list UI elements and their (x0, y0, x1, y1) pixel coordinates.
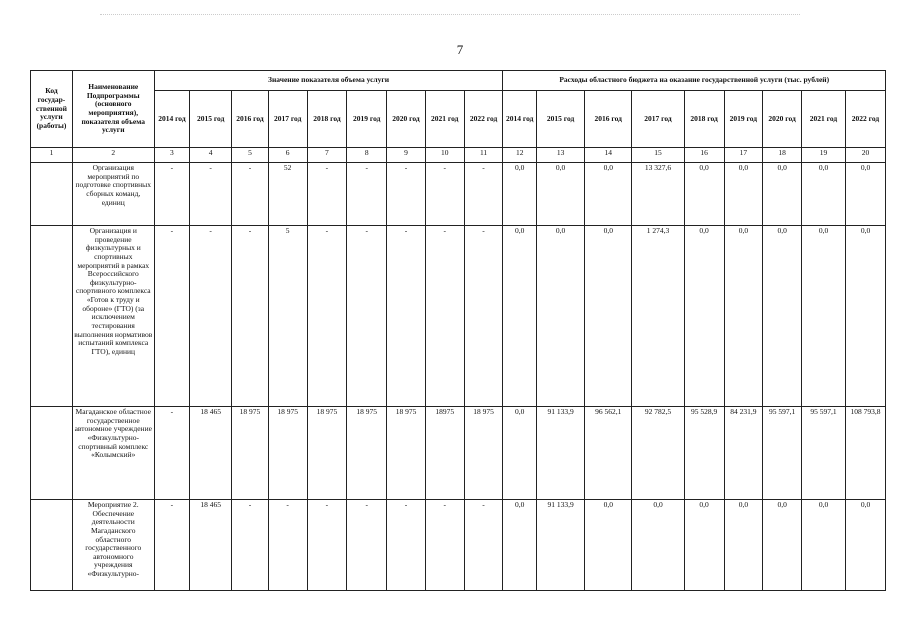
cell-volume: - (190, 163, 232, 226)
cell-expense: 95 597,1 (763, 407, 802, 500)
page-number: 7 (456, 42, 464, 57)
cell-expense: 0,0 (684, 163, 724, 226)
cell-expense: 92 782,5 (632, 407, 684, 500)
cell-volume: - (425, 163, 464, 226)
table-row (31, 500, 886, 591)
column-number-cell: 13 (537, 148, 585, 163)
header-volume-year: 2016 год (232, 91, 269, 148)
cell-expense: 0,0 (503, 500, 537, 591)
cell-volume: - (190, 226, 232, 407)
column-number-cell: 5 (232, 148, 269, 163)
column-number-cell: 4 (190, 148, 232, 163)
cell-code (31, 226, 73, 407)
cell-name: Организация и проведение физкультурных и спортивных мероприятий в рамках Всероссийского физкультурно-спортивного комплекса «Готов к труду и обороне» (ГТО) (за исключением тестирования выполнения нормативов испытаний комплекса ГТО), единиц (72, 226, 154, 407)
cell-volume: 18975 (425, 407, 464, 500)
cell-expense: 96 562,1 (585, 407, 632, 500)
cell-volume: - (307, 500, 347, 591)
cell-volume: - (387, 500, 426, 591)
table-row (31, 226, 886, 407)
column-number-cell: 19 (802, 148, 846, 163)
header-expense-year: 2015 год (537, 91, 585, 148)
cell-volume: - (347, 226, 387, 407)
cell-volume: - (464, 226, 503, 407)
header-volume-year: 2021 год (425, 91, 464, 148)
cell-expense: 0,0 (503, 163, 537, 226)
header-expense-year: 2016 год (585, 91, 632, 148)
budget-table (30, 70, 886, 591)
cell-expense: 0,0 (763, 226, 802, 407)
cell-volume: - (154, 163, 190, 226)
cell-expense: 0,0 (537, 163, 585, 226)
column-number-row (31, 148, 886, 163)
header-volume-year: 2019 год (347, 91, 387, 148)
column-number-cell: 10 (425, 148, 464, 163)
cell-volume: 5 (268, 226, 307, 407)
header-volume-year: 2017 год (268, 91, 307, 148)
cell-volume: - (307, 163, 347, 226)
cell-expense: 0,0 (632, 500, 684, 591)
column-number-cell: 1 (31, 148, 73, 163)
header-years-row (31, 91, 886, 148)
cell-expense: 0,0 (846, 226, 886, 407)
cell-expense: 95 528,9 (684, 407, 724, 500)
cell-expense: 0,0 (763, 500, 802, 591)
cell-code (31, 407, 73, 500)
header-expense-year: 2014 год (503, 91, 537, 148)
cell-name: Организация мероприятий по подготовке спортивных сборных команд, единиц (72, 163, 154, 226)
cell-volume: 18 975 (347, 407, 387, 500)
cell-volume: - (232, 226, 269, 407)
cell-volume: - (425, 226, 464, 407)
cell-volume: 18 975 (307, 407, 347, 500)
header-expense-year: 2019 год (724, 91, 763, 148)
header-volume-year: 2018 год (307, 91, 347, 148)
cell-name: Магаданское областное государственное автономное учреждение «Физкультурно-спортивный комплекс «Колымский» (72, 407, 154, 500)
cell-volume: - (154, 226, 190, 407)
cell-expense: 1 274,3 (632, 226, 684, 407)
cell-volume: - (154, 500, 190, 591)
cell-expense: 0,0 (724, 163, 763, 226)
cell-expense: 95 597,1 (802, 407, 846, 500)
cell-volume: - (347, 163, 387, 226)
table-row (31, 163, 886, 226)
column-number-cell: 20 (846, 148, 886, 163)
header-volume-year: 2014 год (154, 91, 190, 148)
cell-expense: 13 327,6 (632, 163, 684, 226)
header-name: Наименование Подпрограммы (основного мероприятия), показателя объема услуги (72, 71, 154, 148)
column-number-cell: 9 (387, 148, 426, 163)
header-volume-year: 2015 год (190, 91, 232, 148)
header-expense-year: 2022 год (846, 91, 886, 148)
cell-code (31, 500, 73, 591)
cell-volume: - (347, 500, 387, 591)
header-expense-group: Расходы областного бюджета на оказание государственной услуги (тыс. рублей) (503, 71, 886, 91)
cell-volume: - (387, 163, 426, 226)
cell-volume: 18 465 (190, 500, 232, 591)
cell-volume: 18 975 (464, 407, 503, 500)
cell-expense: 91 133,9 (537, 407, 585, 500)
cell-volume: 18 465 (190, 407, 232, 500)
header-code: Код государ-ственной услуги (работы) (31, 71, 73, 148)
cell-expense: 0,0 (802, 500, 846, 591)
cell-volume: 52 (268, 163, 307, 226)
header-volume-year: 2020 год (387, 91, 426, 148)
cell-volume: - (232, 163, 269, 226)
cell-expense: 0,0 (802, 226, 846, 407)
cell-expense: 0,0 (585, 226, 632, 407)
cell-volume: - (425, 500, 464, 591)
column-number-cell: 14 (585, 148, 632, 163)
header-expense-year: 2017 год (632, 91, 684, 148)
column-number-cell: 16 (684, 148, 724, 163)
cell-expense: 0,0 (684, 226, 724, 407)
cell-expense: 0,0 (585, 163, 632, 226)
cell-expense: 0,0 (802, 163, 846, 226)
cell-expense: 0,0 (503, 407, 537, 500)
column-number-cell: 17 (724, 148, 763, 163)
cell-volume: - (154, 407, 190, 500)
column-number-cell: 11 (464, 148, 503, 163)
column-number-cell: 3 (154, 148, 190, 163)
cell-volume: - (232, 500, 269, 591)
cell-expense: 0,0 (724, 500, 763, 591)
cell-expense: 108 793,8 (846, 407, 886, 500)
cell-expense: 0,0 (537, 226, 585, 407)
cell-volume: - (307, 226, 347, 407)
column-number-cell: 6 (268, 148, 307, 163)
cell-volume: 18 975 (387, 407, 426, 500)
cell-volume: - (387, 226, 426, 407)
cell-expense: 0,0 (763, 163, 802, 226)
cell-expense: 0,0 (724, 226, 763, 407)
header-volume-group: Значение показателя объема услуги (154, 71, 503, 91)
column-number-cell: 18 (763, 148, 802, 163)
cell-name: Мероприятие 2. Обеспечение деятельности Магаданского областного государственного автономного учреждения «Физкультурно- (72, 500, 154, 591)
cell-volume: 18 975 (268, 407, 307, 500)
scan-artifact (100, 14, 800, 16)
column-number-cell: 8 (347, 148, 387, 163)
table-row (31, 407, 886, 500)
header-expense-year: 2021 год (802, 91, 846, 148)
cell-expense: 0,0 (585, 500, 632, 591)
header-expense-year: 2020 год (763, 91, 802, 148)
cell-expense: 0,0 (503, 226, 537, 407)
column-number-cell: 12 (503, 148, 537, 163)
cell-expense: 84 231,9 (724, 407, 763, 500)
cell-code (31, 163, 73, 226)
cell-expense: 0,0 (684, 500, 724, 591)
table-body (31, 148, 886, 591)
header-expense-year: 2018 год (684, 91, 724, 148)
column-number-cell: 2 (72, 148, 154, 163)
column-number-cell: 7 (307, 148, 347, 163)
column-number-cell: 15 (632, 148, 684, 163)
cell-expense: 0,0 (846, 500, 886, 591)
cell-volume: - (464, 500, 503, 591)
cell-volume: - (464, 163, 503, 226)
cell-volume: - (268, 500, 307, 591)
cell-expense: 0,0 (846, 163, 886, 226)
cell-volume: 18 975 (232, 407, 269, 500)
header-volume-year: 2022 год (464, 91, 503, 148)
cell-expense: 91 133,9 (537, 500, 585, 591)
